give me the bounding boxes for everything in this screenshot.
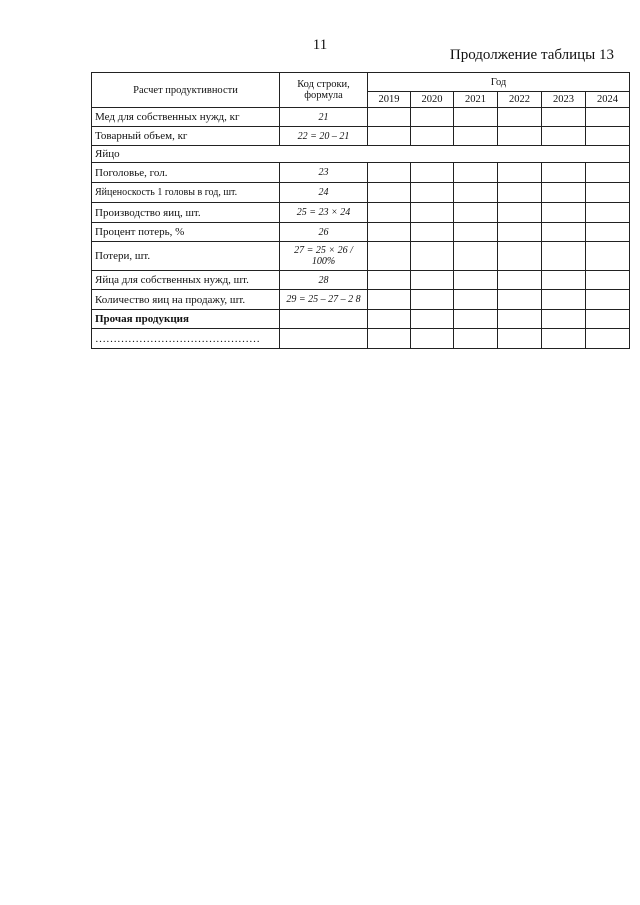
row-name: Яйценоскость 1 головы в год, шт. bbox=[92, 183, 280, 203]
header-year-2020: 2020 bbox=[411, 92, 454, 108]
table-row bbox=[92, 271, 630, 290]
table-continuation-label: Продолжение таблицы 13 bbox=[449, 47, 614, 63]
row-name-other-products: Прочая продукция bbox=[92, 310, 280, 329]
row-code bbox=[280, 310, 368, 329]
page-number: 11 bbox=[312, 37, 328, 53]
table-section-row bbox=[92, 146, 630, 163]
header-indicator: Расчет продуктивности bbox=[92, 73, 280, 108]
table-row bbox=[92, 223, 630, 242]
row-code: 22 = 20 – 21 bbox=[280, 127, 368, 146]
table-row bbox=[92, 242, 630, 271]
header-year-2023: 2023 bbox=[542, 92, 586, 108]
row-code: 21 bbox=[280, 108, 368, 127]
row-name-placeholder: ……………………………………… bbox=[92, 329, 280, 349]
row-code bbox=[280, 329, 368, 349]
header-year-group: Год bbox=[368, 73, 630, 92]
table-row bbox=[92, 203, 630, 223]
productivity-table bbox=[91, 72, 630, 349]
row-name: Производство яиц, шт. bbox=[92, 203, 280, 223]
table-row bbox=[92, 108, 630, 127]
row-code: 23 bbox=[280, 163, 368, 183]
table-row bbox=[92, 163, 630, 183]
row-name: Потери, шт. bbox=[92, 242, 280, 271]
header-code: Код строки, формула bbox=[280, 73, 368, 108]
table-row bbox=[92, 310, 630, 329]
row-name: Количество яиц на продажу, шт. bbox=[92, 290, 280, 310]
table-row bbox=[92, 127, 630, 146]
header-year-2022: 2022 bbox=[498, 92, 542, 108]
row-name: Товарный объем, кг bbox=[92, 127, 280, 146]
row-code: 28 bbox=[280, 271, 368, 290]
row-name: Поголовье, гол. bbox=[92, 163, 280, 183]
row-name: Мед для собственных нужд, кг bbox=[92, 108, 280, 127]
table-row bbox=[92, 329, 630, 349]
row-code: 24 bbox=[280, 183, 368, 203]
header-year-2019: 2019 bbox=[368, 92, 411, 108]
row-code: 29 = 25 – 27 – 2 8 bbox=[280, 290, 368, 310]
table-row bbox=[92, 183, 630, 203]
row-name: Яйца для собственных нужд, шт. bbox=[92, 271, 280, 290]
row-code: 27 = 25 × 26 / 100% bbox=[280, 242, 368, 271]
section-label-eggs: Яйцо bbox=[92, 146, 630, 163]
row-name: Процент потерь, % bbox=[92, 223, 280, 242]
row-code: 25 = 23 × 24 bbox=[280, 203, 368, 223]
header-year-2021: 2021 bbox=[454, 92, 498, 108]
row-code: 26 bbox=[280, 223, 368, 242]
header-year-2024: 2024 bbox=[586, 92, 630, 108]
table-row bbox=[92, 290, 630, 310]
